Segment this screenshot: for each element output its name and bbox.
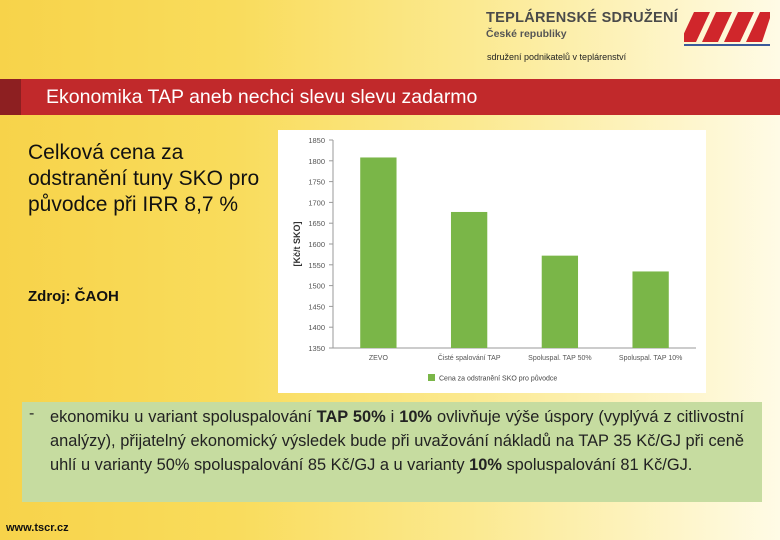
y-axis-label: [Kč/t SKO] xyxy=(292,221,302,267)
note-part-bold: TAP 50% xyxy=(316,408,386,426)
y-tick-label: 1750 xyxy=(308,177,325,187)
chart-panel xyxy=(278,130,706,393)
website-link[interactable]: www.tscr.cz xyxy=(6,522,69,534)
y-tick-label: 1500 xyxy=(308,281,325,291)
logo-stripes-icon xyxy=(684,12,770,50)
org-name: TEPLÁRENSKÉ SDRUŽENÍ xyxy=(486,10,679,26)
y-tick-label: 1350 xyxy=(308,344,325,353)
bar xyxy=(360,157,396,348)
note-part: i xyxy=(385,408,400,426)
legend-swatch xyxy=(428,374,435,381)
y-tick-label: 1600 xyxy=(308,240,325,249)
note-part: ovlivňuje výše úspory (vyplývá z citlivostní analýzy), přijatelný ekonomický výsledek bude při uvažování nákladů na TAP 35 Kč/GJ při ceně uhlí u varianty 50% spoluspalování 85 Kč/GJ a u varianty xyxy=(50,408,745,474)
y-tick-label: 1550 xyxy=(308,260,325,270)
chart-description: Celková cena za odstranění tuny SKO pro původce při IRR 8,7 % xyxy=(28,141,260,216)
note-part: ekonomiku u variant spoluspalování xyxy=(50,408,317,426)
x-tick-label: Spoluspal. TAP 50% xyxy=(528,355,592,362)
x-tick-label: Spoluspal. TAP 10% xyxy=(618,355,683,362)
bar xyxy=(451,212,487,348)
bar xyxy=(632,271,668,348)
banner-accent xyxy=(0,79,21,115)
y-tick-label: 1700 xyxy=(308,198,325,208)
x-tick-label: Čisté spalování TAP xyxy=(437,355,501,362)
slide-title: Ekonomika TAP aneb nechci slevu slevu zadarmo xyxy=(46,86,478,108)
y-tick-label: 1400 xyxy=(308,323,325,333)
bar xyxy=(542,256,578,348)
note-box xyxy=(22,402,762,502)
note-dash: - xyxy=(29,405,35,422)
x-tick-label: ZEVO xyxy=(368,355,388,362)
legend-label: Cena za odstranění SKO pro původce xyxy=(439,375,558,383)
bar-chart xyxy=(278,130,706,393)
note-part-bold: 10% xyxy=(469,456,502,474)
note-text xyxy=(50,405,744,477)
y-tick-label: 1650 xyxy=(308,219,325,229)
note-part: spoluspalování 81 Kč/GJ. xyxy=(501,456,693,474)
org-country: České republiky xyxy=(486,28,567,40)
source-label: Zdroj: ČAOH xyxy=(28,288,119,305)
y-tick-label: 1850 xyxy=(308,136,325,145)
org-tagline: sdružení podnikatelů v teplárenství xyxy=(487,52,627,62)
note-part-bold: 10% xyxy=(399,408,433,426)
y-tick-label: 1450 xyxy=(308,302,325,312)
y-tick-label: 1800 xyxy=(308,156,325,166)
